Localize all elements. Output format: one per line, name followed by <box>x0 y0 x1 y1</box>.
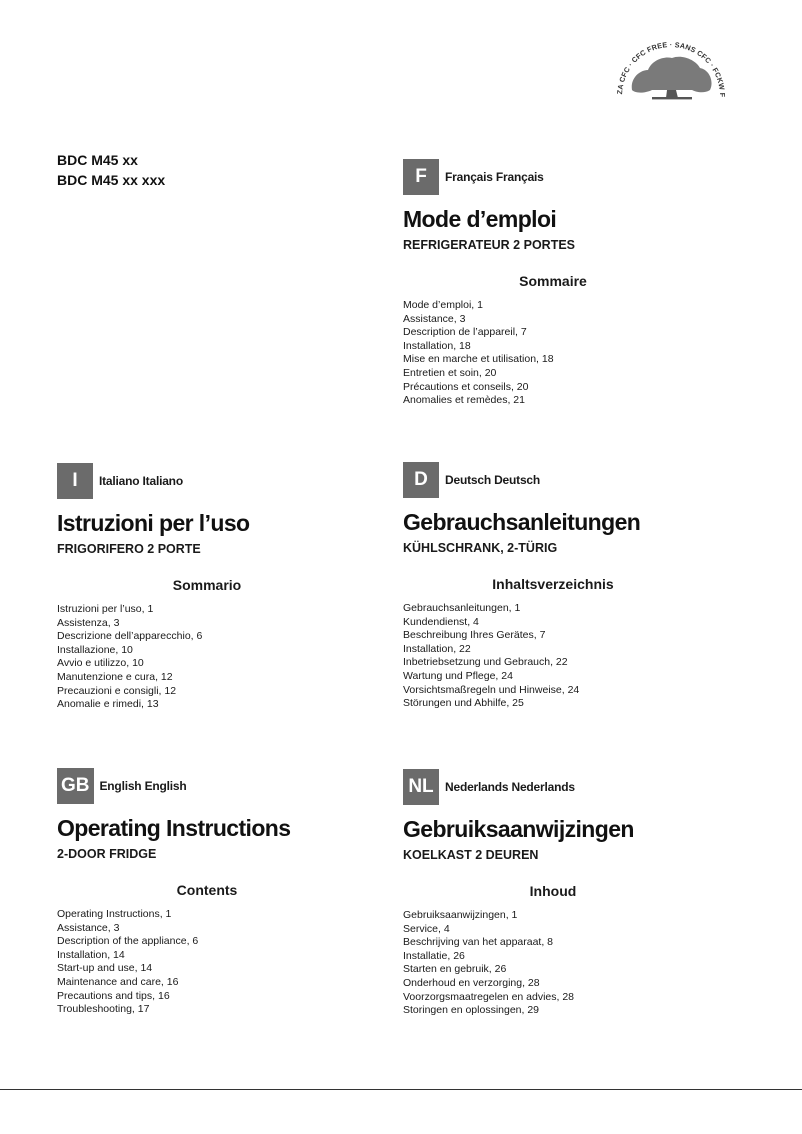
toc-item: Start-up and use, 14 <box>57 962 153 975</box>
section-english <box>57 768 357 1017</box>
toc-item: Starten en gebruik, 26 <box>403 963 507 976</box>
toc-list <box>403 602 703 711</box>
logo-arc-text: ZA CFC · CFC FREE · SANS CFC · FCKW F <box>614 40 728 98</box>
toc-heading: Inhaltsverzeichnis <box>492 576 614 592</box>
tree-icon <box>612 40 730 102</box>
toc-item: Maintenance and care, 16 <box>57 975 179 988</box>
manual-title: Mode d’emploi <box>403 206 557 232</box>
toc-item: Installation, 22 <box>403 642 471 655</box>
language-header <box>403 159 703 195</box>
toc-item: Précautions et conseils, 20 <box>403 380 529 393</box>
toc-item: Descrizione dell’apparecchio, 6 <box>57 630 203 643</box>
toc-item: Installazione, 10 <box>57 643 133 656</box>
toc-item: Precauzioni e consigli, 12 <box>57 684 177 697</box>
toc-item: Mise en marche et utilisation, 18 <box>403 353 554 366</box>
toc-item: Service, 4 <box>403 922 450 935</box>
language-header <box>403 769 703 805</box>
toc-heading: Sommaire <box>519 273 587 289</box>
toc-item: Installation, 18 <box>403 339 471 352</box>
toc-list <box>57 603 357 712</box>
manual-title: Gebruiksaanwijzingen <box>403 816 634 842</box>
language-name: English English <box>99 779 187 793</box>
toc-list <box>57 908 357 1017</box>
toc-heading: Inhoud <box>529 883 577 899</box>
language-name: Deutsch Deutsch <box>445 473 541 487</box>
manual-title: Istruzioni per l’uso <box>57 510 250 536</box>
toc-item: Beschreibung Ihres Gerätes, 7 <box>403 629 546 642</box>
toc-item: Description de l’appareil, 7 <box>403 326 527 339</box>
toc-list <box>403 909 703 1018</box>
toc-item: Installatie, 26 <box>403 949 465 962</box>
toc-item: Gebruiksaanwijzingen, 1 <box>403 909 518 921</box>
section-french <box>403 159 703 408</box>
language-badge: D <box>403 462 439 498</box>
toc-item: Kundendienst, 4 <box>403 615 479 628</box>
model-numbers <box>57 150 165 190</box>
product-subtitle: 2-DOOR FRIDGE <box>57 847 157 861</box>
language-badge: F <box>403 159 439 195</box>
toc-item: Precautions and tips, 16 <box>57 989 170 1002</box>
section-german <box>403 462 703 711</box>
toc-item: Assistenza, 3 <box>57 616 120 629</box>
language-badge: GB <box>57 768 94 804</box>
language-name: Français Français <box>445 170 544 184</box>
language-header <box>403 462 703 498</box>
language-header <box>57 768 357 804</box>
section-italian <box>57 463 357 712</box>
toc-item: Beschrijving van het apparaat, 8 <box>403 936 554 949</box>
toc-item: Description of the appliance, 6 <box>57 935 199 948</box>
toc-item: Onderhoud en verzorging, 28 <box>403 976 540 989</box>
toc-heading: Sommario <box>172 577 242 593</box>
toc-item: Gebrauchsanleitungen, 1 <box>403 602 521 614</box>
toc-item: Avvio e utilizzo, 10 <box>57 657 144 670</box>
model-number: BDC M45 xx <box>57 152 138 168</box>
section-dutch <box>403 769 703 1018</box>
toc-item: Wartung und Pflege, 24 <box>403 669 513 682</box>
toc-item: Voorzorgsmaatregelen en advies, 28 <box>403 990 575 1003</box>
toc-item: Anomalie e rimedi, 13 <box>57 698 159 711</box>
toc-item: Storingen en oplossingen, 29 <box>403 1004 540 1017</box>
language-header <box>57 463 357 499</box>
product-subtitle: FRIGORIFERO 2 PORTE <box>57 542 201 556</box>
bottom-divider <box>0 1089 802 1090</box>
product-subtitle: KOELKAST 2 DEUREN <box>403 848 539 862</box>
language-badge: NL <box>403 769 439 805</box>
language-name: Italiano Italiano <box>99 474 183 488</box>
toc-item: Inbetriebsetzung und Gebrauch, 22 <box>403 656 568 669</box>
toc-item: Manutenzione e cura, 12 <box>57 670 173 683</box>
model-number: BDC M45 xx xxx <box>57 172 166 188</box>
toc-item: Anomalies et remèdes, 21 <box>403 394 525 407</box>
toc-item: Installation, 14 <box>57 948 125 961</box>
toc-item: Istruzioni per l’uso, 1 <box>57 603 154 615</box>
toc-list <box>403 299 703 408</box>
toc-item: Assistance, 3 <box>57 921 120 934</box>
toc-item: Mode d’emploi, 1 <box>403 299 483 311</box>
language-badge: I <box>57 463 93 499</box>
toc-item: Störungen und Abhilfe, 25 <box>403 697 524 710</box>
toc-item: Entretien et soin, 20 <box>403 366 497 379</box>
product-subtitle: KÜHLSCHRANK, 2-TÜRIG <box>403 541 558 555</box>
product-subtitle: REFRIGERATEUR 2 PORTES <box>403 238 576 252</box>
toc-item: Vorsichtsmaßregeln und Hinweise, 24 <box>403 683 580 696</box>
toc-item: Assistance, 3 <box>403 312 466 325</box>
manual-title: Gebrauchsanleitungen <box>403 509 641 535</box>
manual-title: Operating Instructions <box>57 815 291 841</box>
toc-heading: Contents <box>176 882 238 898</box>
cfc-free-logo <box>612 40 730 102</box>
language-name: Nederlands Nederlands <box>445 780 575 794</box>
toc-item: Operating Instructions, 1 <box>57 908 172 920</box>
toc-item: Troubleshooting, 17 <box>57 1003 150 1016</box>
